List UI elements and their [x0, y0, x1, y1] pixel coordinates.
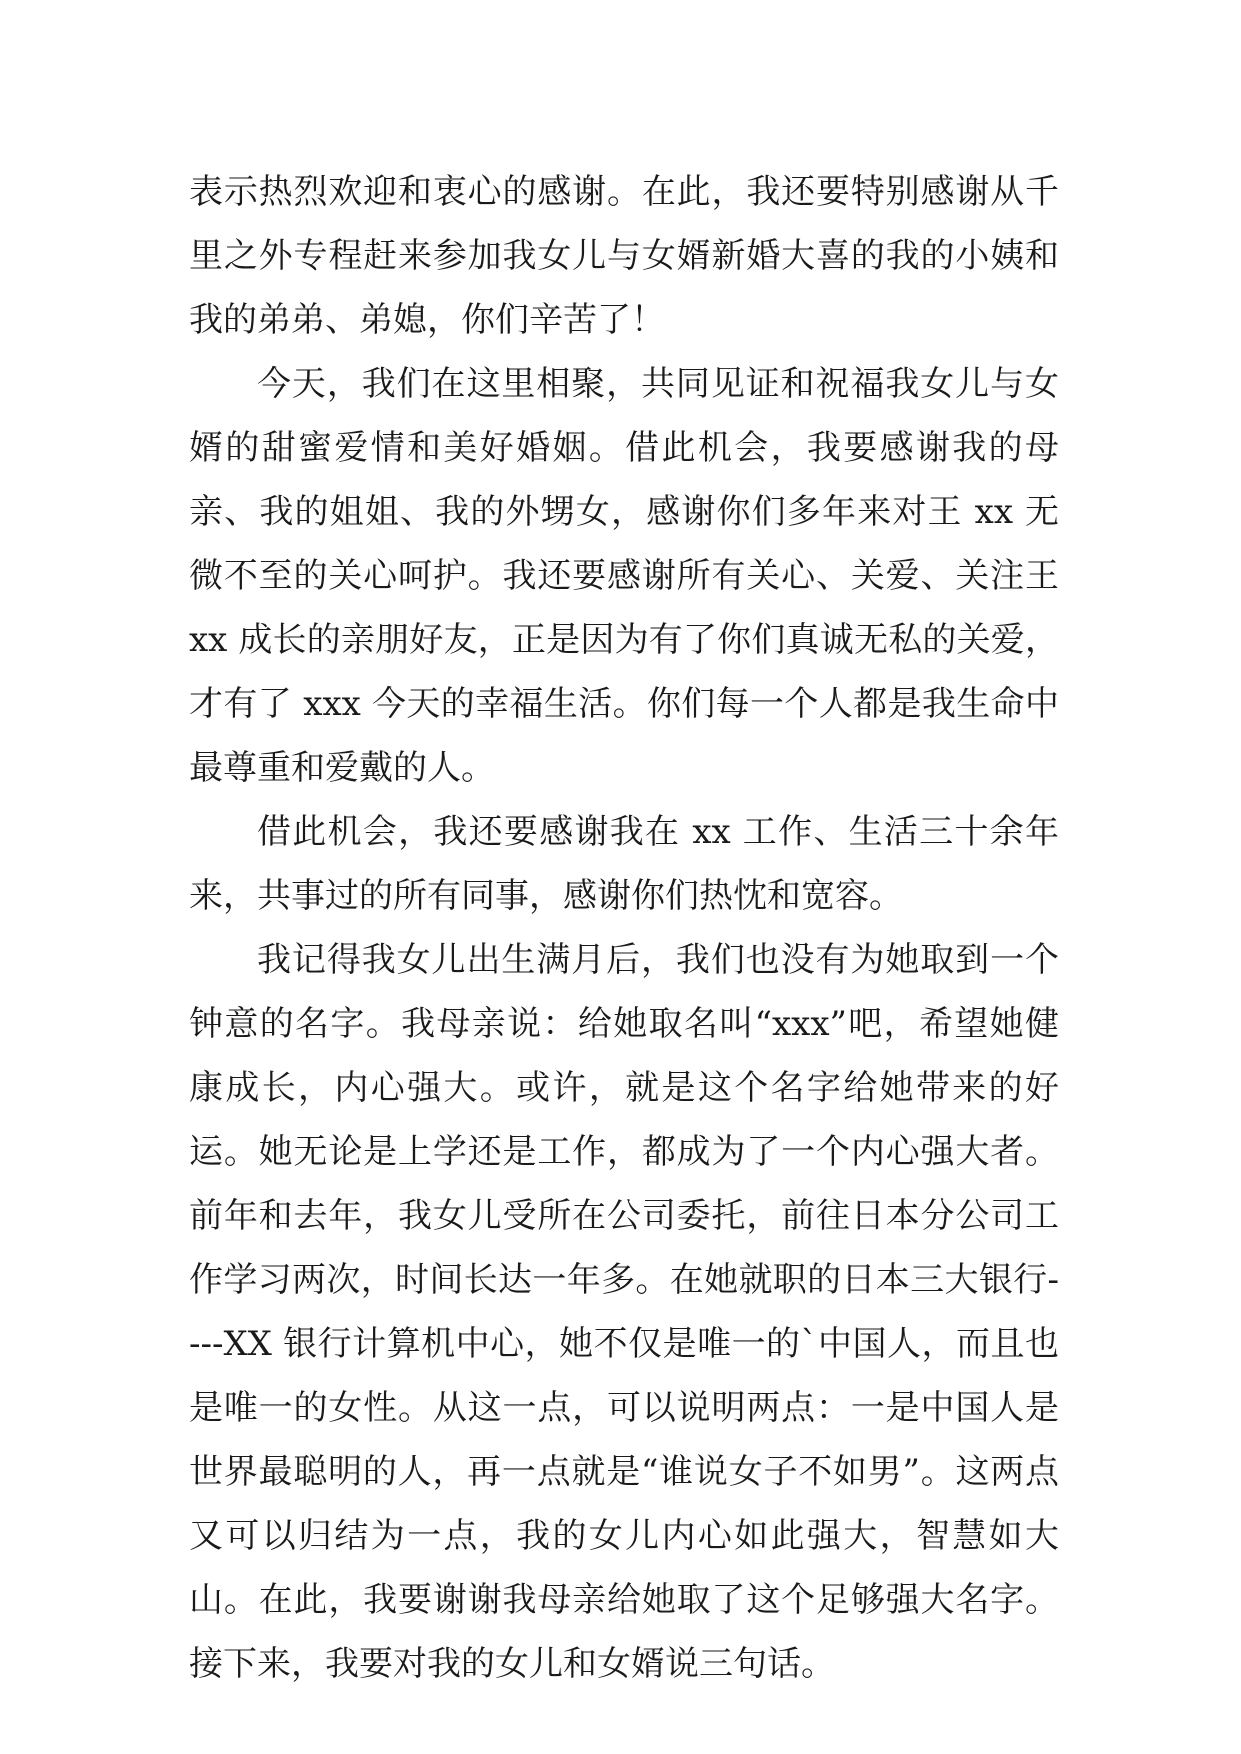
paragraph-1: 表示热烈欢迎和衷心的感谢。在此，我还要特别感谢从千里之外专程赶来参加我女儿与女婿新婚大喜的我的小姨和我的弟弟、弟媳，你们辛苦了！ [189, 172, 1059, 340]
paragraph-4: 我记得我女儿出生满月后，我们也没有为她取到一个钟意的名字。我母亲说：给她取名叫“xxx”吧，希望她健康成长，内心强大。或许，就是这个名字给她带来的好运。她无论是上学还是工作，都成为了一个内心强大者。前年和去年，我女儿受所在公司委托，前往日本分公司工作学习两次，时间长达一年多。在她就职的日本三大银行----XX 银行计算机中心，她不仅是唯一的`中国人，而且也是唯一的女性。从这一点，可以说明两点：一是中国人是世界最聪明的人，再一点就是“谁说女子不如男”。这两点又可以归结为一点，我的女儿内心如此强大，智慧如大山。在此，我要谢谢我母亲给她取了这个足够强大名字。接下来，我要对我的女儿和女婿说三句话。 [189, 940, 1059, 1684]
paragraph-2: 今天，我们在这里相聚，共同见证和祝福我女儿与女婿的甜蜜爱情和美好婚姻。借此机会，我要感谢我的母亲、我的姐姐、我的外甥女，感谢你们多年来对王 xx 无微不至的关心呵护。我还要感谢所有关心、关爱、关注王 xx 成长的亲朋好友，正是因为有了你们真诚无私的关爱，才有了 xxx 今天的幸福生活。你们每一个人都是我生命中最尊重和爱戴的人。 [189, 364, 1059, 788]
document-body [189, 160, 1059, 1696]
paragraph-3: 借此机会，我还要感谢我在 xx 工作、生活三十余年来，共事过的所有同事，感谢你们热忱和宽容。 [189, 812, 1059, 916]
